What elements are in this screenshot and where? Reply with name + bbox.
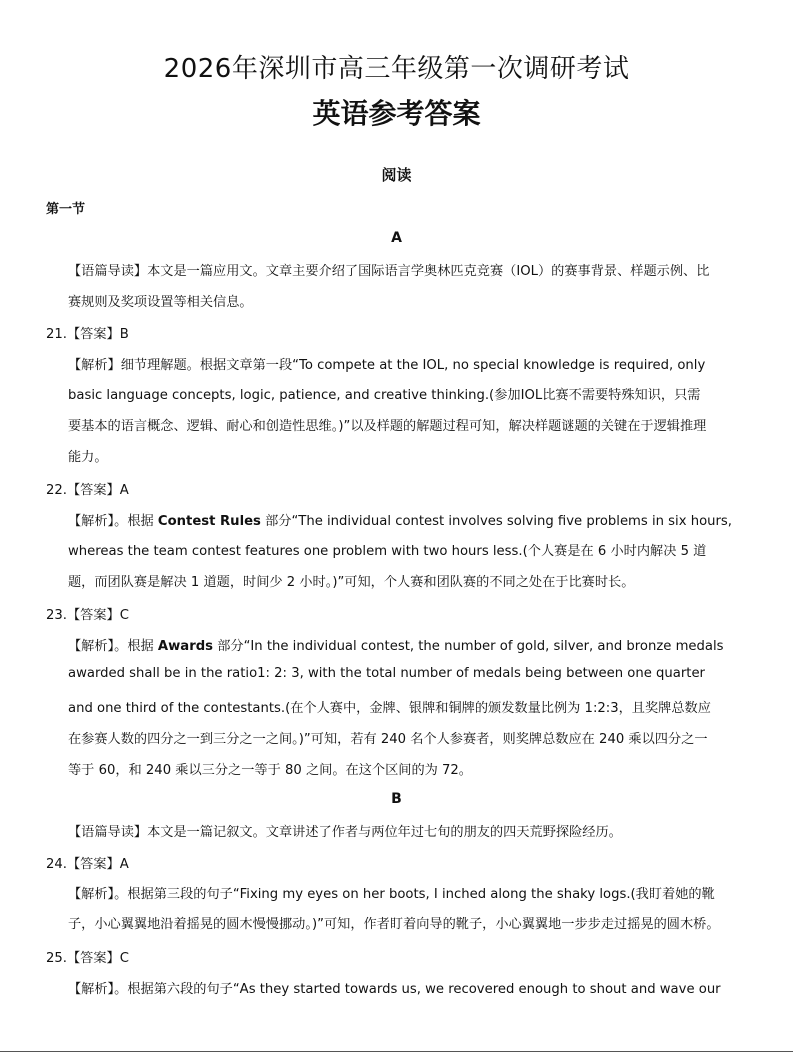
q23-analysis-line: 在参赛人数的四分之一到三分之一之间。)”可知，若有 240 名个人参赛者，则奖牌总数应在 240 乘以四分之一 <box>68 732 708 747</box>
q25-answer: 25.【答案】C <box>46 951 129 966</box>
q23-analysis-line: 等于 60，和 240 乘以三分之一等于 80 之间。在这个区间的为 72。 <box>68 763 472 778</box>
passage-b-guide: 【语篇导读】本文是一篇记叙文。文章讲述了作者与两位年过七旬的朋友的四天荒野探险经历。 <box>68 825 622 840</box>
q22-analysis-line: 题，而团队赛是解决 1 道题，时间少 2 小时。)”可知，个人赛和团队赛的不同之处在于比赛时长。 <box>68 575 635 590</box>
q23-analysis-line: 【解析】。根据 Awards 部分“In the individual contest, the number of gold, silver, and bronze medals <box>68 639 724 654</box>
q22-analysis-line: 【解析】。根据 Contest Rules 部分“The individual contest involves solving five problems in six hours, <box>68 514 732 529</box>
answer-key-title: 英语参考答案 <box>312 97 481 130</box>
passage-a-guide-line: 赛规则及奖项设置等相关信息。 <box>68 295 253 310</box>
q21-analysis-line: 能力。 <box>68 450 108 465</box>
passage-b-letter: B <box>391 791 402 807</box>
q21-analysis-line: 【解析】细节理解题。根据文章第一段“To compete at the IOL, no special knowledge is required, only <box>68 358 706 373</box>
q22-analysis-line: whereas the team contest features one problem with two hours less.(个人赛是在 6 小时内解决 5 道 <box>68 544 707 559</box>
q24-analysis-line: 【解析】。根据第三段的句子“Fixing my eyes on her boots, I inched along the shaky logs.(我盯着她的靴 <box>68 887 715 902</box>
section-ref-contest-rules: Contest Rules <box>157 514 261 529</box>
q23-analysis-line: and one third of the contestants.(在个人赛中，金牌、银牌和铜牌的颁发数量比例为 1:2:3，且奖牌总数应 <box>68 701 711 716</box>
q21-analysis-line: 要基本的语言概念、逻辑、耐心和创造性思维。)”以及样题的解题过程可知，解决样题谜题的关键在于逻辑推理 <box>68 419 707 434</box>
section-ref-awards: Awards <box>157 639 213 654</box>
page-bottom-divider <box>0 1051 793 1052</box>
passage-a-guide-line: 【语篇导读】本文是一篇应用文。文章主要介绍了国际语言学奥林匹克竞赛（IOL）的赛事背景、样题示例、比 <box>68 264 710 279</box>
passage-a-letter: A <box>391 230 402 246</box>
section-heading: 阅读 <box>381 166 412 184</box>
q21-analysis-line: basic language concepts, logic, patience, and creative thinking.(参加IOL比赛不需要特殊知识，只需 <box>68 388 701 403</box>
q24-analysis-line: 子，小心翼翼地沿着摇晃的圆木慢慢挪动。)”可知，作者盯着向导的靴子，小心翼翼地一步步走过摇晃的圆木桥。 <box>68 917 720 932</box>
q25-analysis-line: 【解析】。根据第六段的句子“As they started towards us, we recovered enough to shout and wave our <box>68 982 721 997</box>
q24-answer: 24.【答案】A <box>46 857 129 872</box>
q23-analysis-line: awarded shall be in the ratio1: 2: 3, with the total number of medals being between one quarter <box>68 666 705 681</box>
q22-answer: 22.【答案】A <box>46 483 129 498</box>
exam-title: 2026年深圳市高三年级第一次调研考试 <box>163 54 630 84</box>
q21-answer: 21.【答案】B <box>46 327 129 342</box>
part-heading: 第一节 <box>46 202 86 217</box>
q23-answer: 23.【答案】C <box>46 608 129 623</box>
